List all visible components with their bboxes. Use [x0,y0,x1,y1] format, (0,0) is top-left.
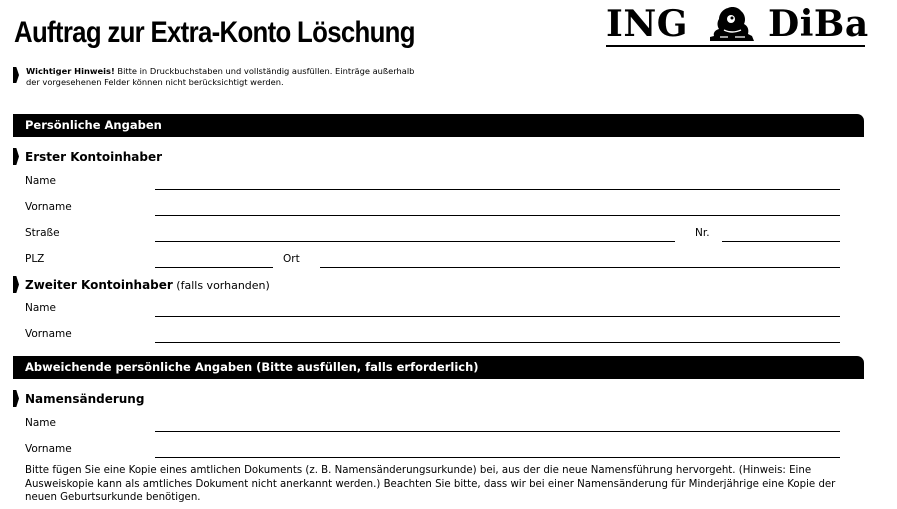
first-holder-name-field[interactable] [155,189,840,190]
first-holder-zip-field[interactable] [155,267,273,268]
section-header-deviating: Abweichende persönliche Angaben (Bitte ausfüllen, falls erforderlich) [13,356,864,379]
first-holder-zip-label: PLZ [25,253,45,265]
first-holder-street-field[interactable] [155,241,675,242]
name-change-name-field[interactable] [155,431,840,432]
hint-marker-icon [13,67,19,83]
name-change-notice: Bitte fügen Sie eine Kopie eines amtlichen Dokuments (z. B. Namensänderungsurkunde) bei, aus der die neue Namensführung hervorgeht. (Hinweis: Eine Ausweiskopie kann als amtliches Dokument nicht anerkannt werden.) Beachten Sie bitte, dass wir bei einer Namensänderung für Minderjährige eine Kopie der neuen Geburtsurkunde benötigen. [25,465,836,503]
first-holder-number-label: Nr. [695,227,710,239]
first-holder-street-label: Straße [25,227,60,239]
section-header-personal: Persönliche Angaben [13,114,864,137]
logo-text-diba: DiBa [768,3,869,45]
name-change-heading: Namensänderung [25,392,145,406]
page-title: Auftrag zur Extra-Konto Löschung [14,16,415,49]
name-change-name-label: Name [25,417,56,429]
ing-diba-logo [604,2,869,50]
second-holder-first-name-label: Vorname [25,328,72,340]
name-change-first-name-field[interactable] [155,457,840,458]
name-change-first-name-label: Vorname [25,443,72,455]
first-holder-first-name-field[interactable] [155,215,840,216]
logo-underline [606,45,865,47]
first-holder-city-label: Ort [283,253,300,265]
first-holder-marker-icon [13,148,19,165]
second-holder-name-field[interactable] [155,316,840,317]
second-holder-name-label: Name [25,302,56,314]
second-holder-first-name-field[interactable] [155,342,840,343]
first-holder-number-field[interactable] [722,241,840,242]
first-holder-heading: Erster Kontoinhaber [25,150,163,164]
important-hint: Wichtiger Hinweis! Bitte in Druckbuchstaben und vollständig ausfüllen. Einträge außerhalb der vorgesehenen Felder können nicht berücksichtigt werden. [26,66,415,87]
second-holder-heading: Zweiter Kontoinhaber (falls vorhanden) [25,278,270,292]
second-holder-marker-icon [13,276,19,293]
first-holder-city-field[interactable] [320,267,840,268]
logo-text-ing: ING [606,3,688,45]
first-holder-name-label: Name [25,175,56,187]
first-holder-first-name-label: Vorname [25,201,72,213]
lion-icon [704,3,760,43]
name-change-marker-icon [13,390,19,407]
